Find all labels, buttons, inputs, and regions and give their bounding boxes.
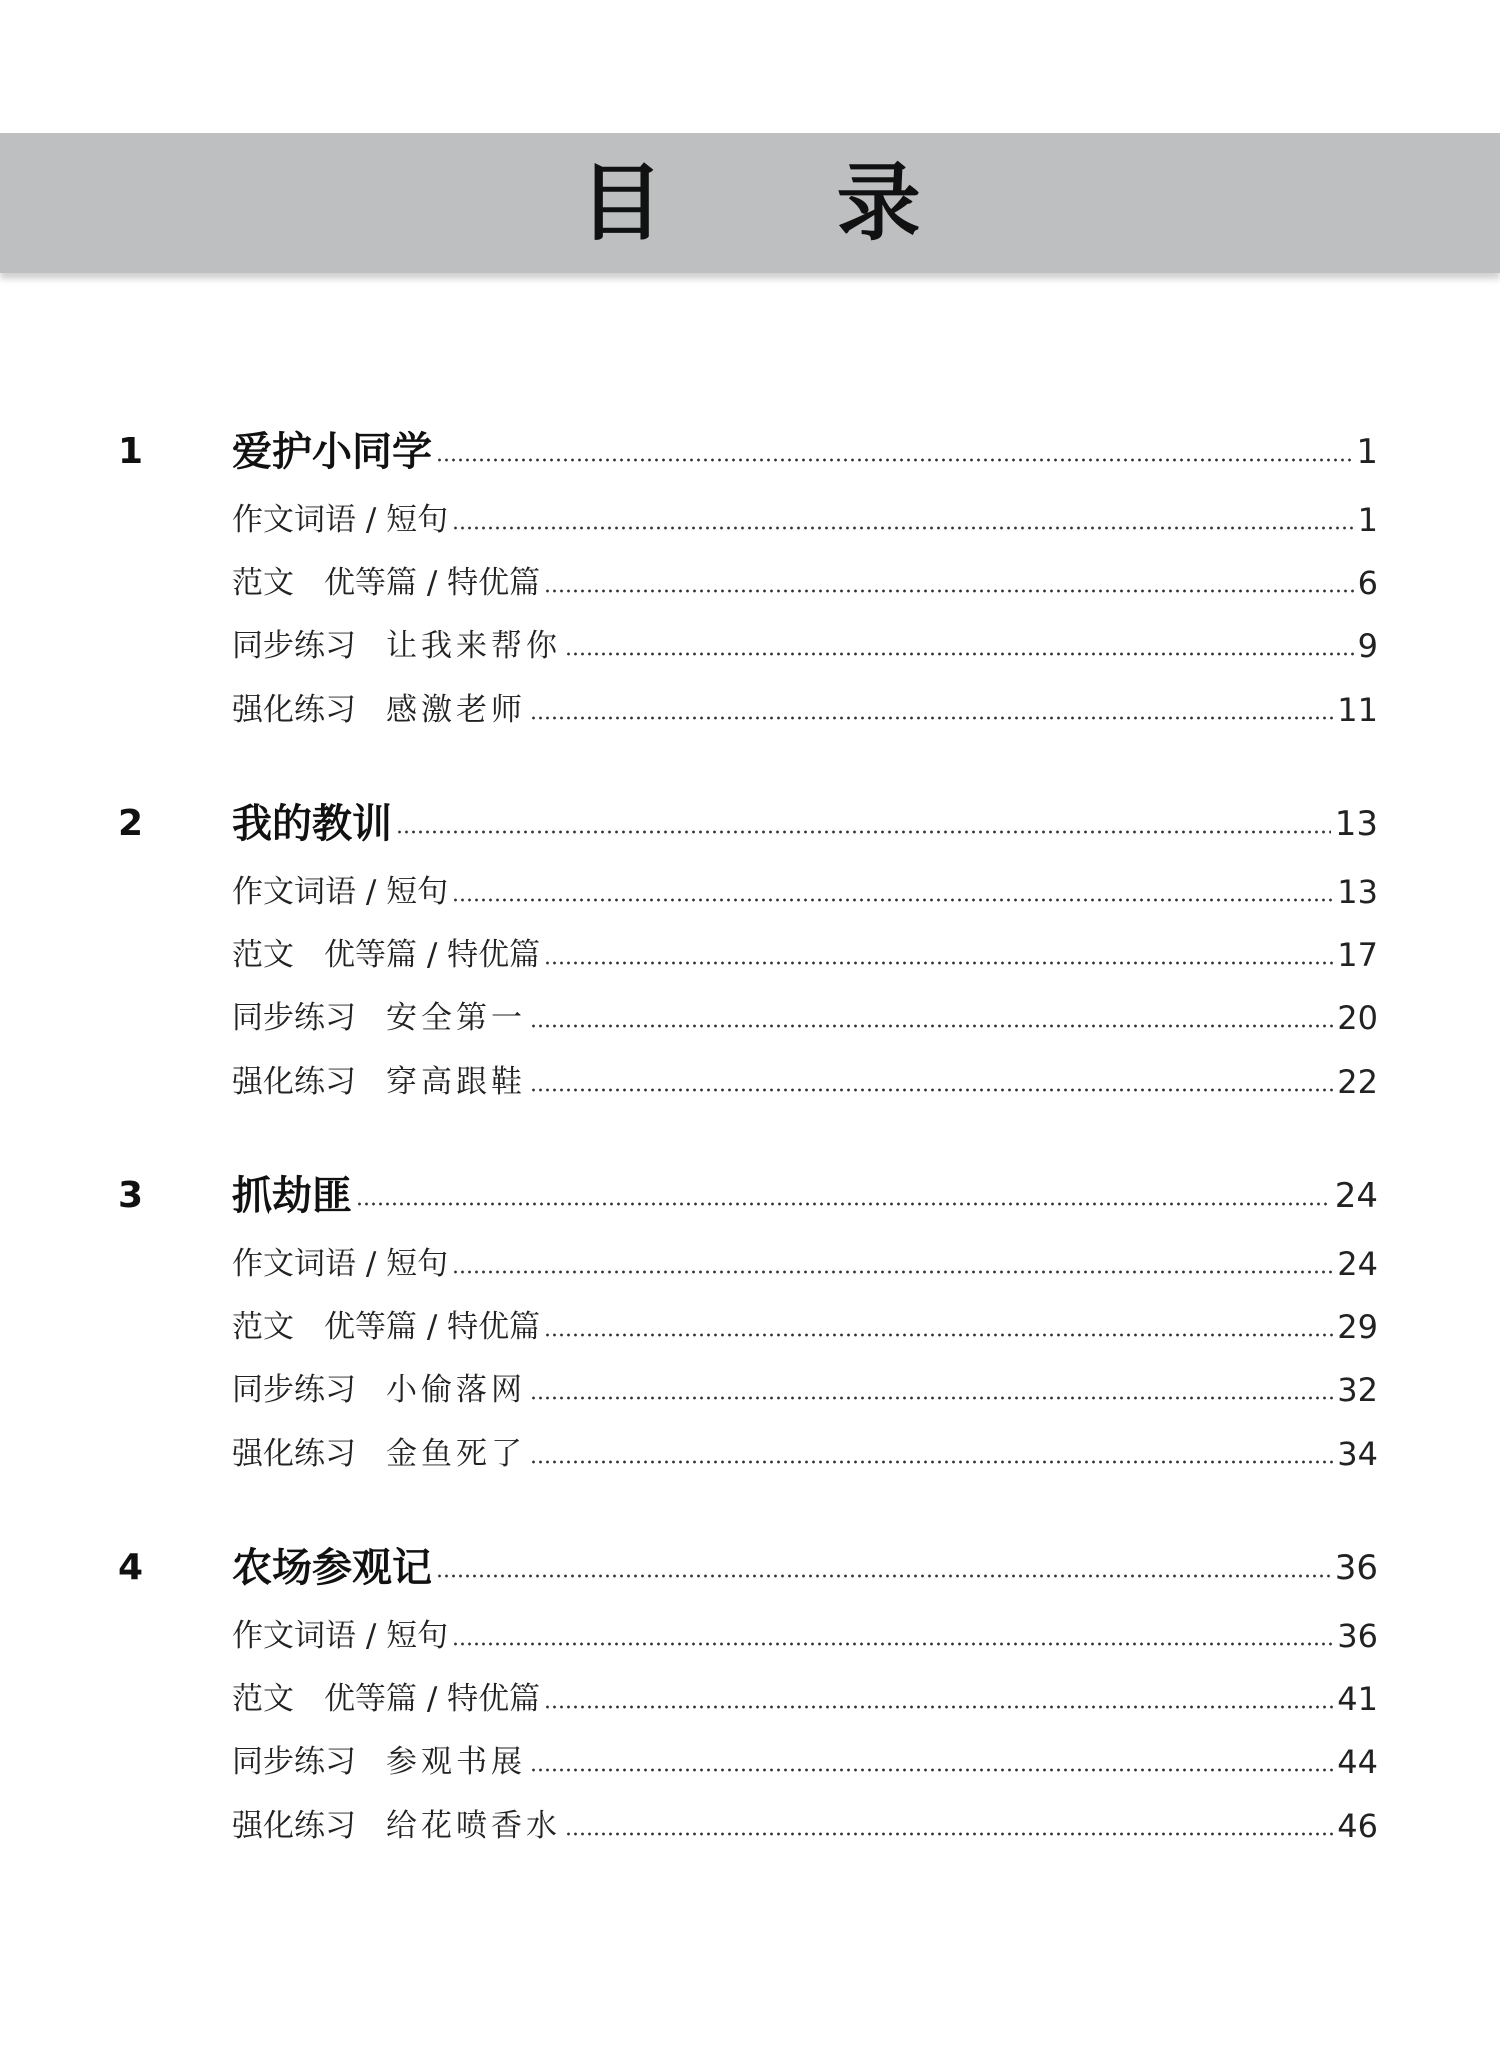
entry-label: 强化练习 [232, 1436, 356, 1472]
toc-entry[interactable] [232, 1434, 1378, 1474]
entry-sublabel: 穿高跟鞋 [386, 1064, 526, 1100]
chapter-number: 4 [118, 1547, 144, 1588]
page-number: 1 [1357, 501, 1378, 539]
entry-label: 同步练习 [232, 628, 356, 664]
entry-label: 作文词语 / 短句 [232, 1618, 449, 1654]
toc-entry[interactable] [232, 1742, 1378, 1782]
entry-label: 作文词语 / 短句 [232, 874, 449, 910]
entry-label: 范文 [232, 937, 294, 973]
chapter-title-entry[interactable] [232, 1173, 1378, 1219]
toc-entry[interactable] [232, 1679, 1378, 1719]
page-number: 24 [1334, 1176, 1378, 1216]
dot-leader [530, 1766, 1333, 1774]
page-number: 1 [1356, 432, 1378, 472]
chapter-title: 爱护小同学 [232, 429, 432, 475]
page-number: 46 [1337, 1807, 1378, 1845]
dot-leader [452, 896, 1333, 904]
entry-label: 强化练习 [232, 692, 356, 728]
entry-sublabel: 优等篇 / 特优篇 [324, 565, 541, 601]
toc-entry[interactable] [232, 1062, 1378, 1102]
page-number: 13 [1334, 804, 1378, 844]
entry-label: 范文 [232, 565, 294, 601]
entry-sublabel: 感激老师 [386, 692, 526, 728]
page-number: 36 [1334, 1548, 1378, 1588]
entry-label: 同步练习 [232, 1000, 356, 1036]
entry-label: 范文 [232, 1681, 294, 1717]
entry-label: 强化练习 [232, 1064, 356, 1100]
page-number: 11 [1337, 691, 1378, 729]
toc-entry[interactable] [232, 872, 1378, 912]
dot-leader [436, 456, 1352, 464]
page-number: 34 [1337, 1435, 1378, 1473]
chapter-title-entry[interactable] [232, 801, 1378, 847]
toc-entry[interactable] [232, 1616, 1378, 1656]
entry-sublabel: 参观书展 [386, 1744, 526, 1780]
page-number: 13 [1337, 873, 1378, 911]
page-number: 32 [1337, 1371, 1378, 1409]
page-number: 22 [1337, 1063, 1378, 1101]
chapter-title: 农场参观记 [232, 1545, 432, 1591]
dot-leader [544, 1331, 1333, 1339]
page-number: 6 [1357, 564, 1378, 602]
entry-label: 范文 [232, 1309, 294, 1345]
chapter-number: 2 [118, 803, 144, 844]
chapter-number: 3 [118, 1175, 144, 1216]
toc-header-band [0, 133, 1500, 273]
dot-leader [565, 1830, 1333, 1838]
page-number: 17 [1337, 936, 1378, 974]
entry-sublabel: 让我来帮你 [386, 628, 561, 664]
chapter-title: 我的教训 [232, 801, 392, 847]
chapter-title-entry[interactable] [232, 1545, 1378, 1591]
page-number: 44 [1337, 1743, 1378, 1781]
dot-leader [544, 587, 1353, 595]
entry-label: 作文词语 / 短句 [232, 1246, 449, 1282]
page-number: 41 [1337, 1680, 1378, 1718]
chapter-title-entry[interactable] [232, 429, 1378, 475]
chapter-number: 1 [118, 431, 144, 472]
entry-sublabel: 优等篇 / 特优篇 [324, 1681, 541, 1717]
toc-entry[interactable] [232, 1244, 1378, 1284]
page-number: 29 [1337, 1308, 1378, 1346]
entry-sublabel: 优等篇 / 特优篇 [324, 937, 541, 973]
entry-label: 强化练习 [232, 1808, 356, 1844]
dot-leader [544, 959, 1333, 967]
chapter-title: 抓劫匪 [232, 1173, 352, 1219]
dot-leader [452, 524, 1353, 532]
entry-sublabel: 金鱼死了 [386, 1436, 526, 1472]
entry-label: 作文词语 / 短句 [232, 502, 449, 538]
dot-leader [452, 1640, 1333, 1648]
dot-leader [530, 1394, 1333, 1402]
entry-sublabel: 安全第一 [386, 1000, 526, 1036]
dot-leader [530, 714, 1333, 722]
page-number: 20 [1337, 999, 1378, 1037]
toc-entry[interactable] [232, 500, 1378, 540]
toc-entry[interactable] [232, 1370, 1378, 1410]
entry-sublabel: 优等篇 / 特优篇 [324, 1309, 541, 1345]
toc-entry[interactable] [232, 935, 1378, 975]
toc-entry[interactable] [232, 998, 1378, 1038]
page-number: 24 [1337, 1245, 1378, 1283]
dot-leader [436, 1572, 1331, 1580]
page-number: 36 [1337, 1617, 1378, 1655]
toc-entry[interactable] [232, 690, 1378, 730]
entry-sublabel: 小偷落网 [386, 1372, 526, 1408]
page-number: 9 [1357, 627, 1378, 665]
entry-label: 同步练习 [232, 1372, 356, 1408]
dot-leader [530, 1458, 1333, 1466]
dot-leader [565, 650, 1354, 658]
toc-entry[interactable] [232, 1307, 1378, 1347]
dot-leader [530, 1086, 1333, 1094]
toc-entry[interactable] [232, 626, 1378, 666]
entry-label: 同步练习 [232, 1744, 356, 1780]
dot-leader [452, 1268, 1333, 1276]
toc-entry[interactable] [232, 1806, 1378, 1846]
toc-entry[interactable] [232, 563, 1378, 603]
dot-leader [544, 1703, 1333, 1711]
dot-leader [530, 1022, 1333, 1030]
entry-sublabel: 给花喷香水 [386, 1808, 561, 1844]
dot-leader [396, 828, 1331, 836]
dot-leader [356, 1200, 1331, 1208]
page-title: 目 录 [579, 154, 993, 252]
